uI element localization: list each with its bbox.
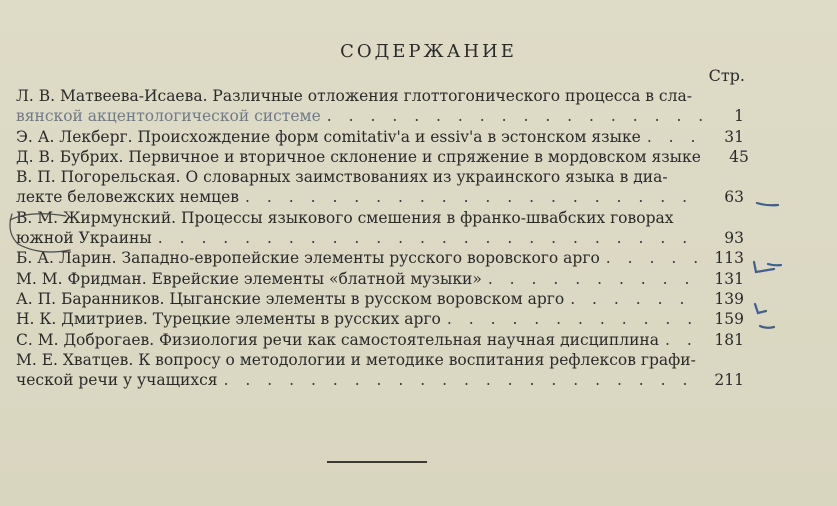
toc-page-number: 93 — [724, 229, 744, 248]
toc-entry-text: Л. В. Матвеева-Исаева. Различные отложения глоттогонического процесса в сла- — [16, 87, 692, 105]
pen-bracket-zhirmunsky-top — [10, 214, 66, 220]
toc-entry-text-cont: лекте беловежских немцев — [16, 188, 240, 207]
toc-page-number: 181 — [714, 330, 744, 349]
toc-page-number: 113 — [714, 249, 744, 268]
bottom-rule — [327, 461, 427, 463]
toc-entry-text: М. М. Фридман. Еврейские элементы «блатной музыки» — [16, 269, 482, 288]
toc-page-number: 159 — [714, 310, 744, 329]
toc-page-number: 131 — [714, 269, 744, 288]
pen-mark-159 — [760, 326, 774, 328]
page-title: СОДЕРЖАНИЕ — [340, 41, 517, 62]
toc-entry-text: М. Е. Хватцев. К вопросу о методологии и методике воспитания рефлексов графи- — [16, 350, 696, 369]
toc-entry-text: Э. А. Лекберг. Происхождение форм comitativ'a и essiv'a в эстонском языке — [16, 127, 641, 146]
page-column-header: Стр. — [708, 66, 745, 85]
toc-entry-text: В. П. Погорельская. О словарных заимствованиях из украинского языка в диа- — [16, 168, 668, 187]
toc-entry-text: Б. А. Ларин. Западно-европейские элементы русского воровского арго — [16, 249, 600, 268]
pen-bracket-zhirmunsky — [10, 214, 70, 252]
pen-mark-139 — [755, 304, 766, 313]
toc-page-number: 211 — [714, 371, 744, 390]
toc-page-number: 45 — [729, 147, 749, 166]
toc-entry-text: А. П. Баранников. Цыганские элементы в русском воровском арго — [16, 289, 565, 308]
pen-mark-63 — [757, 203, 778, 205]
toc-page-number: 1 — [734, 107, 744, 126]
toc-page-number: 31 — [724, 127, 744, 146]
toc-entry-text: Н. К. Дмитриев. Турецкие элементы в русских арго — [16, 310, 441, 329]
toc-entry-text-cont: южной Украины — [16, 229, 152, 248]
toc-entry-text: С. М. Доброгаев. Физиология речи как самостоятельная научная дисциплина — [16, 330, 660, 349]
toc-entry-text-cont: вянской акцентологической системе — [16, 107, 321, 126]
toc-entry-text: Д. В. Бубрих. Первичное и вторичное склонение и спряжение в мордовском языке — [16, 147, 701, 166]
toc-page-number: 63 — [724, 188, 744, 207]
toc-entry-text: В. М. Жирмунский. Процессы языкового смешения в франко-швабских говорах — [16, 208, 674, 227]
pen-mark-113 — [754, 262, 774, 272]
pen-mark-113b — [768, 264, 781, 265]
toc-page-number: 139 — [714, 289, 744, 308]
toc-entry-text-cont: ческой речи у учащихся — [16, 371, 218, 390]
